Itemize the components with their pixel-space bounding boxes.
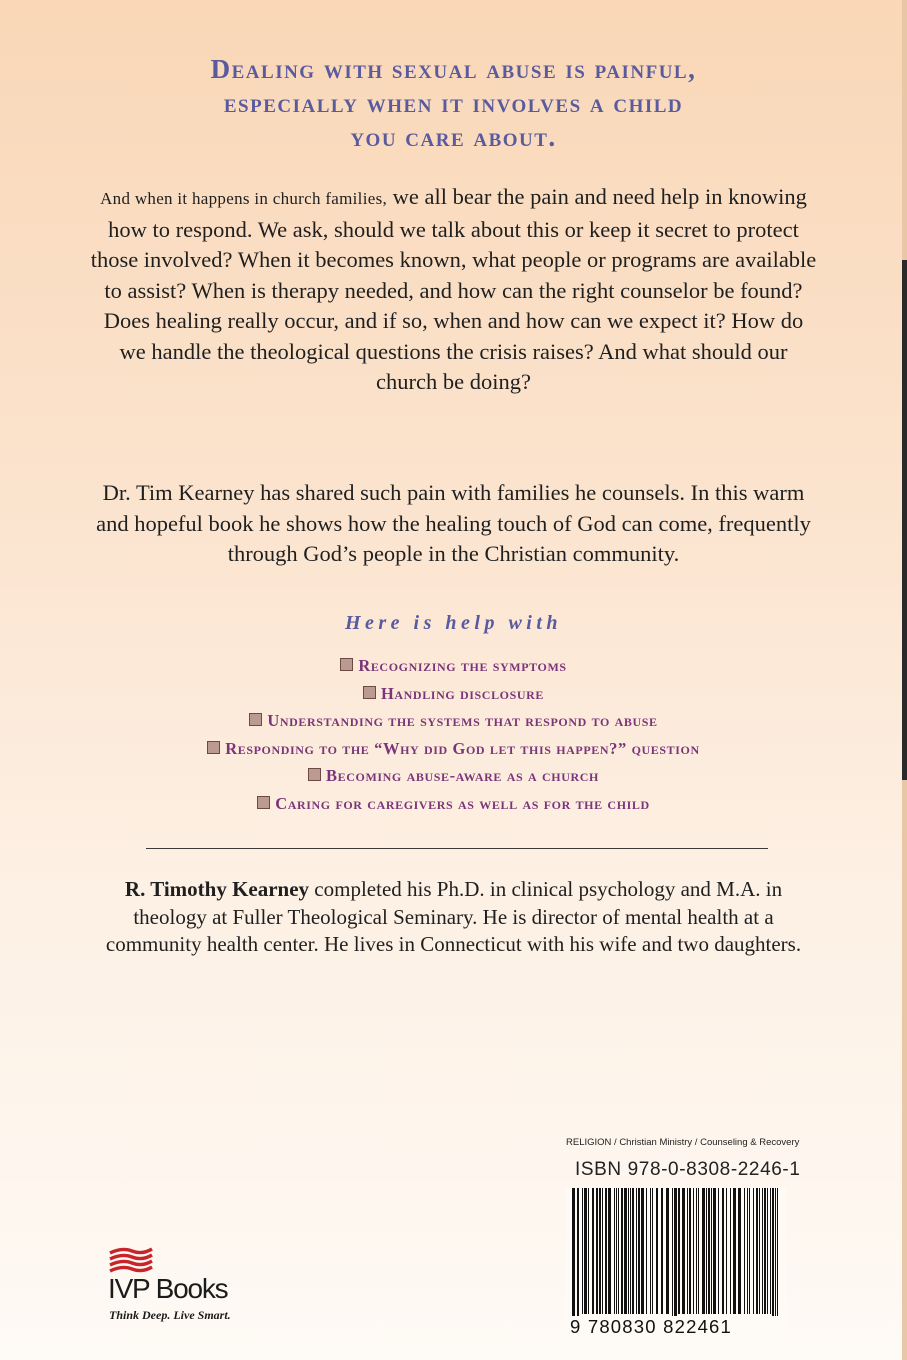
- barcode-bar: [588, 1188, 589, 1314]
- barcode-bar: [706, 1188, 707, 1314]
- barcode-bar: [726, 1188, 727, 1314]
- barcode-bar: [753, 1188, 754, 1314]
- barcode-bar: [608, 1188, 611, 1314]
- barcode-bar: [618, 1188, 619, 1314]
- barcode-bar: [682, 1188, 685, 1314]
- help-item-label: Recognizing the symptoms: [358, 656, 567, 675]
- barcode-bar: [678, 1188, 680, 1314]
- help-item-label: Responding to the “Why did God let this happen?” question: [225, 738, 700, 758]
- barcode-bar: [708, 1188, 710, 1314]
- help-list: [0, 652, 907, 817]
- barcode-bar: [777, 1188, 778, 1328]
- barcode-bar: [584, 1188, 587, 1314]
- barcode-bar: [624, 1188, 627, 1314]
- barcode-bar: [775, 1188, 776, 1328]
- help-item-label: Handling disclosure: [380, 683, 545, 703]
- barcode-bar: [656, 1188, 658, 1314]
- about-book-paragraph: Dr. Tim Kearney has shared such pain with families he counsels. In this warm and hopeful book he shows how the healing touch of God can come, frequently through God’s people in the Christian community.: [96, 480, 811, 566]
- barcode-bar: [738, 1188, 741, 1314]
- barcode-bar: [730, 1188, 731, 1314]
- barcode-bar: [733, 1188, 736, 1314]
- help-heading: Here is help with: [344, 612, 563, 634]
- barcode-bar: [718, 1188, 719, 1314]
- barcode-bar: [602, 1188, 603, 1314]
- help-item-label: Understanding the systems that respond to abuse: [267, 711, 658, 730]
- barcode-bar: [693, 1188, 694, 1314]
- headline-line-2: especially when it involves a child: [223, 88, 684, 118]
- help-item: [0, 762, 907, 790]
- barcode-bar: [722, 1188, 724, 1314]
- author-bio: [90, 876, 817, 959]
- barcode-bar: [713, 1188, 716, 1314]
- bisac-category: RELIGION / Christian Ministry / Counseling & Recovery: [566, 1137, 800, 1148]
- barcode-bar: [702, 1188, 705, 1314]
- barcode-bar: [628, 1188, 629, 1314]
- barcode-bar: [764, 1188, 766, 1314]
- help-item: [0, 735, 907, 763]
- publisher-tagline: Think Deep. Live Smart.: [109, 1308, 231, 1322]
- square-bullet-icon: [207, 741, 220, 754]
- intro-paragraph: [90, 182, 817, 398]
- headline-line-1: Dealing with sexual abuse is painful,: [210, 54, 697, 84]
- barcode-bar: [650, 1188, 651, 1314]
- barcode-bar: [632, 1188, 634, 1314]
- barcode-bar: [711, 1188, 712, 1314]
- author-bio-text: completed his Ph.D. in clinical psychology and M.A. in theology at Fuller Theological Seminary. He is director of mental health at a community health center. He lives in Connecticut with his wife and two daughters.: [105, 877, 802, 956]
- help-item-label: Caring for caregivers as well as for the child: [275, 793, 650, 813]
- barcode-bar: [749, 1188, 750, 1314]
- intro-text: we all bear the pain and need help in knowing how to respond. We ask, should we talk about this or keep it secret to protect those involved? When it becomes known, what people or programs are available to assist? When is therapy needed, and how can the right counselor be found? Does healing really occur, and if so, when and how can we expect it? How do we handle the theological questions the crisis raises? And what should our church be doing?: [90, 184, 817, 394]
- barcode-bar: [672, 1188, 673, 1328]
- square-bullet-icon: [257, 796, 270, 809]
- intro-lead: And when it happens in church families,: [100, 189, 388, 208]
- barcode-bar: [646, 1188, 647, 1314]
- barcode-bar: [614, 1188, 615, 1314]
- square-bullet-icon: [308, 768, 321, 781]
- barcode-bar: [674, 1188, 677, 1328]
- barcode-bar: [636, 1188, 637, 1314]
- publisher-name: IVP Books: [108, 1273, 228, 1304]
- barcode-bar: [696, 1188, 697, 1314]
- square-bullet-icon: [249, 713, 262, 726]
- help-item: [0, 680, 907, 708]
- barcode-digits: 9 780830 822461: [566, 1316, 790, 1338]
- barcode-bar: [596, 1188, 598, 1314]
- author-name: R. Timothy Kearney: [124, 877, 310, 901]
- flag-stripes-icon: [108, 1245, 154, 1275]
- barcode-bar: [666, 1188, 669, 1314]
- barcode-bar: [767, 1188, 768, 1314]
- barcode-bar: [616, 1188, 617, 1314]
- barcode-bar: [661, 1188, 663, 1314]
- barcode-bar: [744, 1188, 745, 1314]
- barcode-bar: [630, 1188, 631, 1314]
- barcode-bar: [641, 1188, 644, 1314]
- square-bullet-icon: [340, 658, 353, 671]
- barcode-bar: [638, 1188, 640, 1314]
- barcode-bar: [582, 1188, 583, 1314]
- help-item: [0, 652, 907, 680]
- help-item: [0, 790, 907, 818]
- headline: [70, 52, 837, 154]
- barcode-bar: [756, 1188, 758, 1314]
- headline-line-3: you care about.: [350, 122, 557, 152]
- help-item: [0, 707, 907, 735]
- barcode-bar: [652, 1188, 653, 1314]
- barcode-bars: [566, 1188, 786, 1328]
- barcode-bar: [592, 1188, 594, 1314]
- barcode-bar: [687, 1188, 688, 1314]
- divider: [146, 848, 768, 849]
- barcode-bar: [759, 1188, 760, 1314]
- help-item-label: Becoming abuse-aware as a church: [326, 766, 599, 785]
- barcode-bar: [698, 1188, 699, 1314]
- barcode-bar: [772, 1188, 774, 1328]
- barcode-bar: [621, 1188, 623, 1314]
- isbn-label: ISBN 978-0-8308-2246-1: [575, 1159, 801, 1180]
- barcode-bar: [747, 1188, 748, 1314]
- barcode-bar: [762, 1188, 763, 1314]
- barcode-bar: [599, 1188, 601, 1314]
- barcode-bar: [577, 1188, 579, 1328]
- barcode-bar: [572, 1188, 575, 1328]
- barcode-bar: [689, 1188, 691, 1314]
- barcode-bar: [770, 1188, 771, 1314]
- square-bullet-icon: [363, 686, 376, 699]
- barcode-bar: [605, 1188, 607, 1314]
- barcode: [566, 1188, 786, 1344]
